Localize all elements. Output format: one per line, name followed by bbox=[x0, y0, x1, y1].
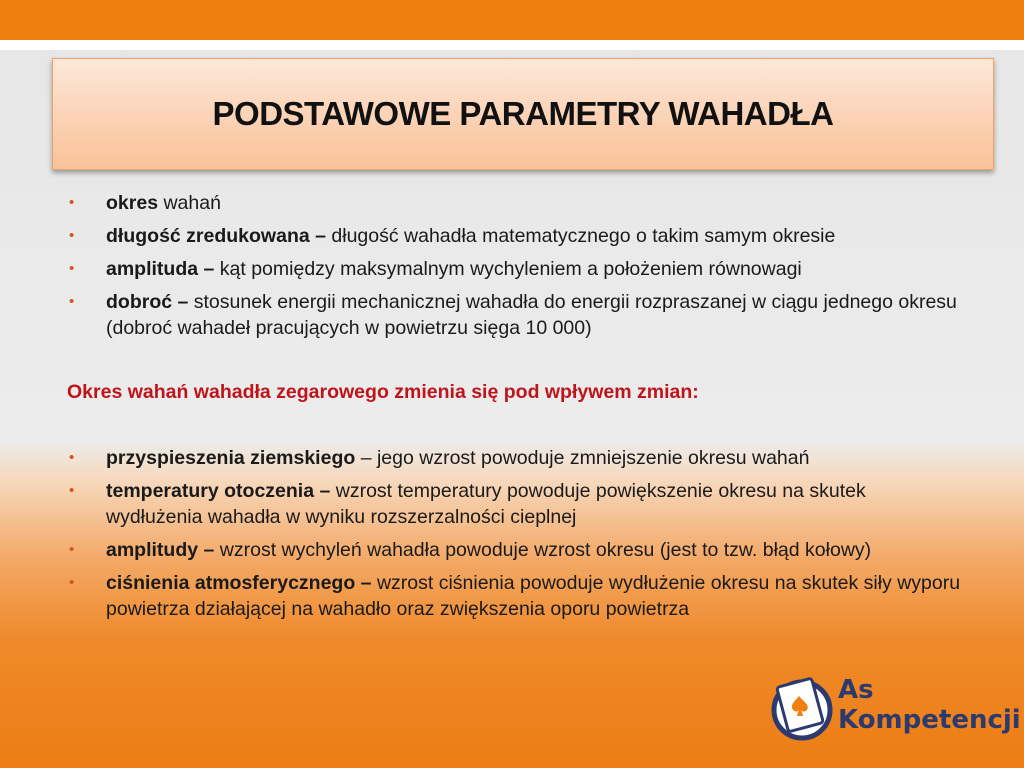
top-orange-bar bbox=[0, 0, 1024, 40]
description: wzrost temperatury powoduje powiększenie okresu na skutek wydłużenia wahadła w wyniku rozszerzalności cieplnej bbox=[106, 480, 866, 528]
list-item bbox=[62, 223, 962, 249]
term: temperatury otoczenia – bbox=[106, 480, 331, 502]
description: wzrost ciśnienia powoduje wydłużenie okresu na skutek siły wyporu powietrza działającej na wahadło oraz zwiększenia oporu powietrza bbox=[106, 572, 961, 620]
section-heading: Okres wahań wahadła zegarowego zmienia się pod wpływem zmian: bbox=[67, 381, 699, 403]
factors-list bbox=[62, 445, 962, 622]
logo-line-2: Kompetencji bbox=[838, 705, 1021, 735]
list-item bbox=[62, 478, 962, 530]
parameters-list bbox=[62, 190, 962, 341]
description: długość wahadła matematycznego o takim samym okresie bbox=[325, 225, 836, 247]
list-item bbox=[62, 190, 962, 216]
page-title: PODSTAWOWE PARAMETRY WAHADŁA bbox=[212, 95, 834, 132]
description: wahań bbox=[158, 192, 221, 214]
description: wzrost wychyleń wahadła powoduje wzrost okresu (jest to tzw. błąd kołowy) bbox=[214, 539, 872, 561]
top-white-stripe bbox=[0, 40, 1024, 50]
title-banner bbox=[52, 58, 994, 170]
description: kąt pomiędzy maksymalnym wychyleniem a położeniem równowagi bbox=[214, 258, 802, 280]
description: stosunek energii mechanicznej wahadła do energii rozpraszanej w ciągu jednego okresu (dobroć wahadeł pracujących w powietrzu sięga 10 000) bbox=[106, 291, 957, 339]
list-item bbox=[62, 256, 962, 282]
term: dobroć – bbox=[106, 291, 189, 313]
list-item bbox=[62, 289, 962, 341]
list-item bbox=[62, 445, 962, 471]
term: amplituda – bbox=[106, 258, 215, 280]
list-item bbox=[62, 537, 962, 563]
term: przyspieszenia ziemskiego bbox=[106, 447, 356, 469]
term: amplitudy – bbox=[106, 539, 215, 561]
logo-line-1: As bbox=[838, 675, 874, 705]
term: okres bbox=[106, 192, 159, 214]
term: ciśnienia atmosferycznego – bbox=[106, 572, 372, 594]
slide-content bbox=[62, 190, 962, 629]
description: – jego wzrost powoduje zmniejszenie okresu wahań bbox=[355, 447, 810, 469]
term: długość zredukowana – bbox=[106, 225, 326, 247]
logo-text bbox=[838, 675, 1021, 735]
list-item bbox=[62, 570, 962, 622]
